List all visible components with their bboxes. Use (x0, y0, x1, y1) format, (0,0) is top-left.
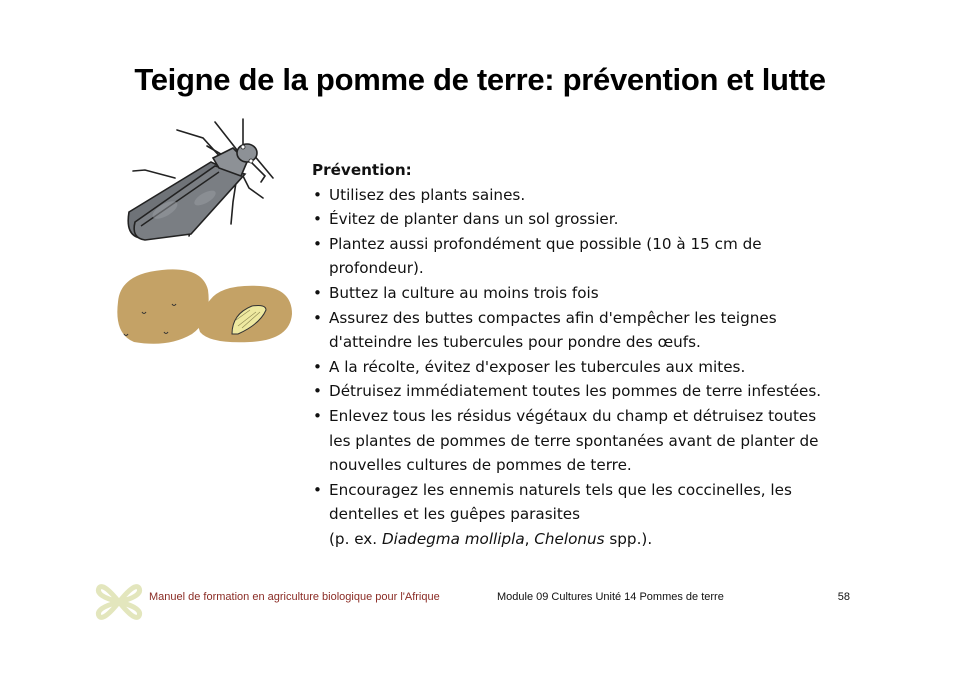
example-close: spp.). (604, 529, 653, 548)
moth-antenna (215, 122, 237, 150)
flower-logo-icon (95, 578, 143, 626)
moth-leg (177, 130, 223, 160)
example-open: (p. ex. (329, 529, 382, 548)
list-item-natural-enemies (312, 478, 842, 552)
moth-illustration (115, 118, 275, 242)
page-number: 58 (837, 591, 850, 603)
list-item: • Assurez des buttes compactes afin d'empêcher les teignes d'atteindre les tubercules pour pondre des œufs. (312, 306, 842, 355)
list-item: • Évitez de planter dans un sol grossier. (312, 207, 842, 232)
list-item: • Plantez aussi profondément que possible (10 à 15 cm de profondeur). (312, 232, 842, 281)
moth-leg (133, 170, 175, 178)
natural-enemies-text: Encouragez les ennemis naturels tels que les coccinelles, les dentelles et les guêpes parasites (329, 480, 792, 524)
list-item: • Buttez la culture au moins trois fois (312, 281, 842, 306)
species-diadegma: Diadegma mollipla (381, 529, 525, 548)
list-item: • Détruisez immédiatement toutes les pommes de terre infestées. (312, 379, 842, 404)
moth-head (237, 144, 257, 162)
potato-tubers-illustration (110, 262, 300, 350)
list-item: • Enlevez tous les résidus végétaux du champ et détruisez toutes les plantes de pommes de terre spontanées avant de planter de nouvelles cultures de pommes de terre. (312, 404, 842, 478)
section-heading-prevention: Prévention: (312, 161, 412, 179)
potato-whole (117, 269, 208, 343)
list-item: • A la récolte, évitez d'exposer les tubercules aux mites. (312, 355, 842, 380)
species-chelonus: Chelonus (534, 529, 605, 548)
footer-manual-title: Manuel de formation en agriculture biologique pour l'Afrique (149, 591, 440, 603)
example-sep: , (524, 529, 535, 548)
list-item: • Utilisez des plants saines. (312, 183, 842, 208)
footer-module: Module 09 Cultures Unité 14 Pommes de terre (497, 591, 724, 603)
prevention-list (312, 183, 842, 552)
slide-content (312, 158, 842, 552)
slide-title: Teigne de la pomme de terre: prévention et lutte (134, 62, 826, 97)
